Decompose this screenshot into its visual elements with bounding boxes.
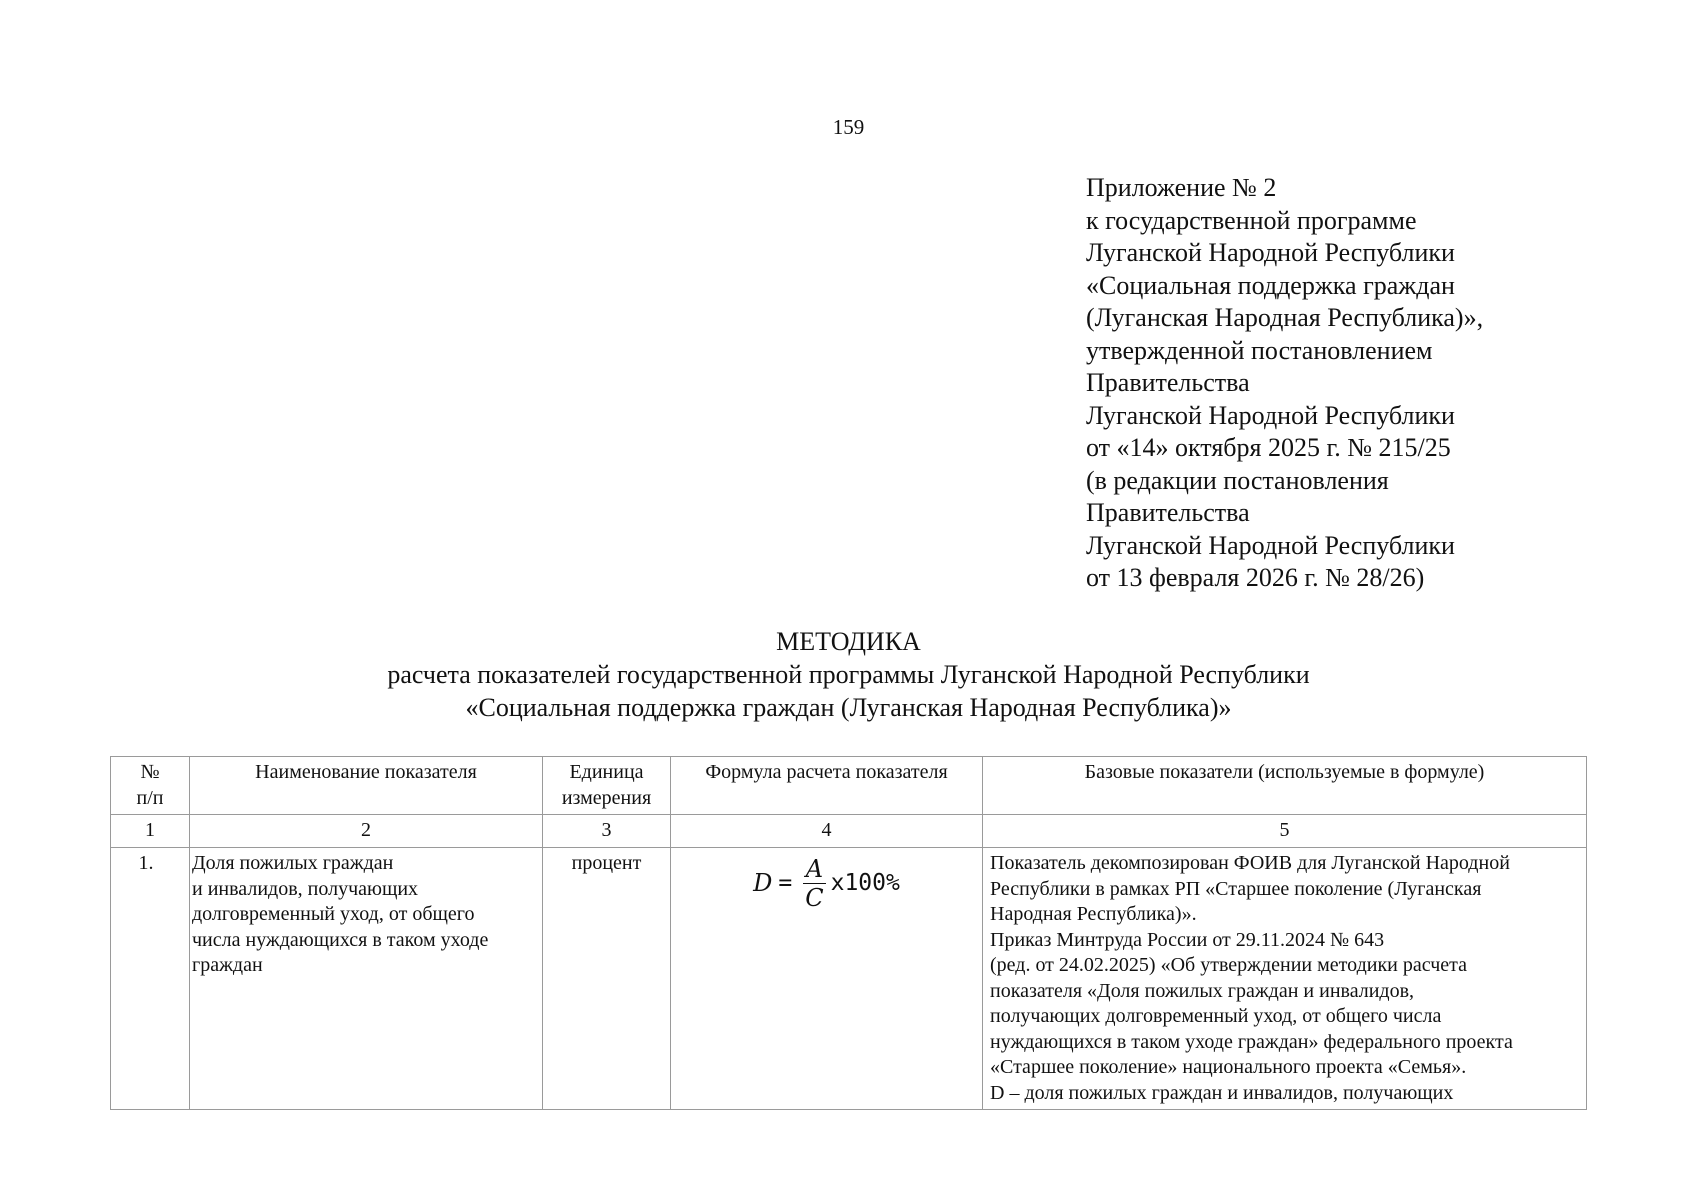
- appendix-line: (Луганская Народная Республика)»,: [1086, 303, 1484, 332]
- appendix-line: от «14» октября 2025 г. № 215/25: [1086, 433, 1451, 462]
- column-number: 5: [983, 815, 1587, 848]
- header-unit-line2: измерения: [561, 786, 652, 809]
- formula-lhs: D: [753, 868, 773, 897]
- base-line: D – доля пожилых граждан и инвалидов, получающих: [990, 1081, 1454, 1104]
- subtitle-line: «Социальная поддержка граждан (Луганская Народная Республика)»: [465, 692, 1232, 722]
- table-header-row: [111, 757, 1587, 815]
- appendix-line: Правительства: [1086, 498, 1250, 527]
- indicator-name-line: и инвалидов, получающих: [192, 877, 419, 900]
- appendix-line: (в редакции постановления: [1086, 465, 1389, 495]
- appendix-line: Правительства: [1086, 368, 1250, 397]
- column-number-row: [111, 815, 1587, 848]
- column-number: 2: [190, 815, 543, 848]
- formula-denominator: C: [805, 884, 824, 912]
- formula-multiplier: x100%: [830, 869, 900, 896]
- document-subtitle: [0, 659, 1697, 724]
- appendix-line: Луганской Народной Республики: [1086, 530, 1455, 560]
- indicator-unit: процент: [543, 848, 671, 1110]
- base-indicators: [983, 848, 1587, 1110]
- base-line: Показатель декомпозирован ФОИВ для Луганской Народной: [990, 852, 1510, 874]
- base-line: (ред. от 24.02.2025) «Об утверждении методики расчета: [990, 954, 1468, 976]
- indicator-name-line: числа нуждающихся в таком уходе: [192, 928, 489, 951]
- appendix-header: [1086, 172, 1483, 595]
- table-row: [111, 848, 1587, 1110]
- appendix-line: Луганской Народной Республики: [1086, 238, 1455, 267]
- column-number: 4: [671, 815, 983, 848]
- base-line: «Старшее поколение» национального проекта «Семья».: [990, 1056, 1467, 1078]
- subtitle-line: расчета показателей государственной программы Луганской Народной Республики: [387, 660, 1310, 689]
- appendix-line: Приложение № 2: [1086, 173, 1277, 202]
- base-line: нуждающихся в таком уходе граждан» федерального проекта: [990, 1030, 1513, 1053]
- header-num-line1: №: [140, 761, 160, 783]
- header-num: [111, 757, 190, 815]
- formula-equals: =: [778, 869, 793, 896]
- column-number: 3: [543, 815, 671, 848]
- header-unit-line1: Единица: [569, 761, 644, 783]
- appendix-line: «Социальная поддержка граждан: [1086, 270, 1455, 300]
- indicator-name: [190, 848, 543, 1110]
- base-line: Народная Республика)».: [990, 903, 1197, 925]
- base-line: Приказ Минтруда России от 29.11.2024 № 643: [990, 928, 1385, 951]
- header-unit: [543, 757, 671, 815]
- header-name: Наименование показателя: [190, 757, 543, 815]
- base-line: показателя «Доля пожилых граждан и инвалидов,: [990, 979, 1415, 1002]
- page-number: 159: [832, 115, 865, 139]
- appendix-line: Луганской Народной Республики: [1086, 400, 1455, 430]
- indicator-name-line: Доля пожилых граждан: [192, 852, 394, 874]
- indicator-name-line: долговременный уход, от общего: [192, 903, 475, 925]
- formula-expression: [675, 855, 978, 912]
- appendix-line: утвержденной постановлением: [1086, 335, 1433, 365]
- formula-numerator: A: [803, 855, 826, 884]
- appendix-line: от 13 февраля 2026 г. № 28/26): [1086, 563, 1425, 592]
- appendix-line: к государственной программе: [1086, 205, 1417, 235]
- base-line: Республики в рамках РП «Старшее поколение (Луганская: [990, 877, 1482, 900]
- indicators-table: [110, 756, 1587, 1110]
- indicator-formula: [671, 848, 983, 1110]
- indicator-name-line: граждан: [192, 954, 263, 976]
- row-number: 1.: [111, 848, 190, 1110]
- header-base: Базовые показатели (используемые в формуле): [983, 757, 1587, 815]
- header-num-line2: п/п: [136, 786, 164, 809]
- document-title: МЕТОДИКА: [776, 627, 921, 656]
- base-line: получающих долговременный уход, от общего числа: [990, 1005, 1442, 1027]
- formula-fraction: [802, 855, 826, 912]
- column-number: 1: [111, 815, 190, 848]
- header-formula: Формула расчета показателя: [671, 757, 983, 815]
